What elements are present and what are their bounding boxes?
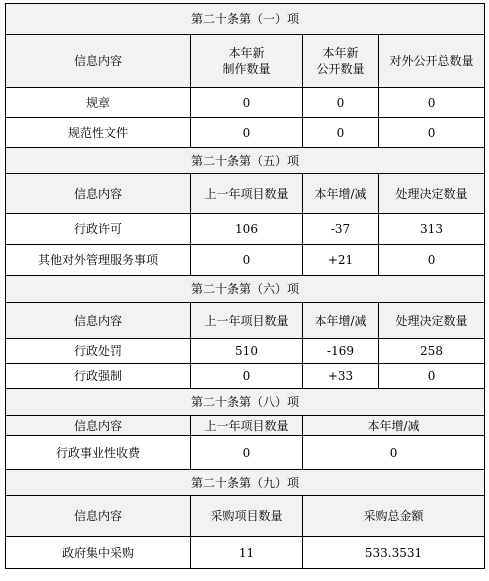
cell-value: 510 bbox=[191, 339, 303, 364]
header-info-content: 信息内容 bbox=[6, 35, 191, 88]
header-prev-year-count: 上一年项目数量 bbox=[191, 303, 303, 339]
header-total-disclosed-count: 对外公开总数量 bbox=[379, 35, 485, 88]
header-row bbox=[6, 174, 485, 214]
cell-value: 0 bbox=[303, 118, 379, 148]
cell-value: 0 bbox=[303, 88, 379, 118]
section-title-row bbox=[6, 389, 485, 416]
row-label: 行政强制 bbox=[6, 364, 191, 389]
row-label: 行政事业性收费 bbox=[6, 436, 191, 470]
cell-value: 11 bbox=[191, 537, 303, 569]
cell-value: 258 bbox=[379, 339, 485, 364]
cell-value: 0 bbox=[191, 118, 303, 148]
row-label: 其他对外管理服务事项 bbox=[6, 245, 191, 276]
header-info-content: 信息内容 bbox=[6, 496, 191, 537]
row-label: 规章 bbox=[6, 88, 191, 118]
row-label: 行政许可 bbox=[6, 214, 191, 245]
header-row bbox=[6, 416, 485, 436]
table-row bbox=[6, 339, 485, 364]
table-row bbox=[6, 118, 485, 148]
cell-value: -169 bbox=[303, 339, 379, 364]
row-label: 行政处罚 bbox=[6, 339, 191, 364]
header-row bbox=[6, 303, 485, 339]
cell-value: 0 bbox=[379, 88, 485, 118]
cell-value: 0 bbox=[191, 245, 303, 276]
section-title: 第二十条第（九）项 bbox=[6, 470, 485, 496]
table-row bbox=[6, 245, 485, 276]
header-decision-count: 处理决定数量 bbox=[379, 174, 485, 214]
header-year-change: 本年增/减 bbox=[303, 174, 379, 214]
cell-value: 0 bbox=[379, 245, 485, 276]
cell-value: 0 bbox=[191, 88, 303, 118]
header-year-change: 本年增/减 bbox=[303, 416, 485, 436]
header-row bbox=[6, 35, 485, 88]
header-info-content: 信息内容 bbox=[6, 303, 191, 339]
header-info-content: 信息内容 bbox=[6, 174, 191, 214]
section-title-row bbox=[6, 276, 485, 303]
cell-value: 0 bbox=[191, 436, 303, 470]
disclosure-table bbox=[5, 3, 485, 569]
section-title: 第二十条第（一）项 bbox=[6, 4, 485, 35]
header-decision-count: 处理决定数量 bbox=[379, 303, 485, 339]
section-title: 第二十条第（五）项 bbox=[6, 148, 485, 174]
section-title: 第二十条第（六）项 bbox=[6, 276, 485, 303]
table-row bbox=[6, 436, 485, 470]
header-purchase-total-amount: 采购总金额 bbox=[303, 496, 485, 537]
table-row bbox=[6, 537, 485, 569]
cell-value: 106 bbox=[191, 214, 303, 245]
header-new-disclosed-count: 本年新 公开数量 bbox=[303, 35, 379, 88]
row-label: 规范性文件 bbox=[6, 118, 191, 148]
cell-value: -37 bbox=[303, 214, 379, 245]
table-row bbox=[6, 88, 485, 118]
cell-value: 0 bbox=[191, 364, 303, 389]
table-row bbox=[6, 364, 485, 389]
header-prev-year-count: 上一年项目数量 bbox=[191, 416, 303, 436]
header-year-change: 本年增/减 bbox=[303, 303, 379, 339]
disclosure-table-container bbox=[5, 3, 484, 569]
header-purchase-item-count: 采购项目数量 bbox=[191, 496, 303, 537]
header-info-content: 信息内容 bbox=[6, 416, 191, 436]
header-new-produced-count: 本年新 制作数量 bbox=[191, 35, 303, 88]
section-title-row bbox=[6, 470, 485, 496]
section-title-row bbox=[6, 4, 485, 35]
cell-value: +21 bbox=[303, 245, 379, 276]
section-title-row bbox=[6, 148, 485, 174]
header-row bbox=[6, 496, 485, 537]
cell-value: +33 bbox=[303, 364, 379, 389]
row-label: 政府集中采购 bbox=[6, 537, 191, 569]
cell-value: 0 bbox=[303, 436, 485, 470]
cell-value: 313 bbox=[379, 214, 485, 245]
table-row bbox=[6, 214, 485, 245]
cell-value: 533.3531 bbox=[303, 537, 485, 569]
header-prev-year-count: 上一年项目数量 bbox=[191, 174, 303, 214]
cell-value: 0 bbox=[379, 118, 485, 148]
cell-value: 0 bbox=[379, 364, 485, 389]
section-title: 第二十条第（八）项 bbox=[6, 389, 485, 416]
